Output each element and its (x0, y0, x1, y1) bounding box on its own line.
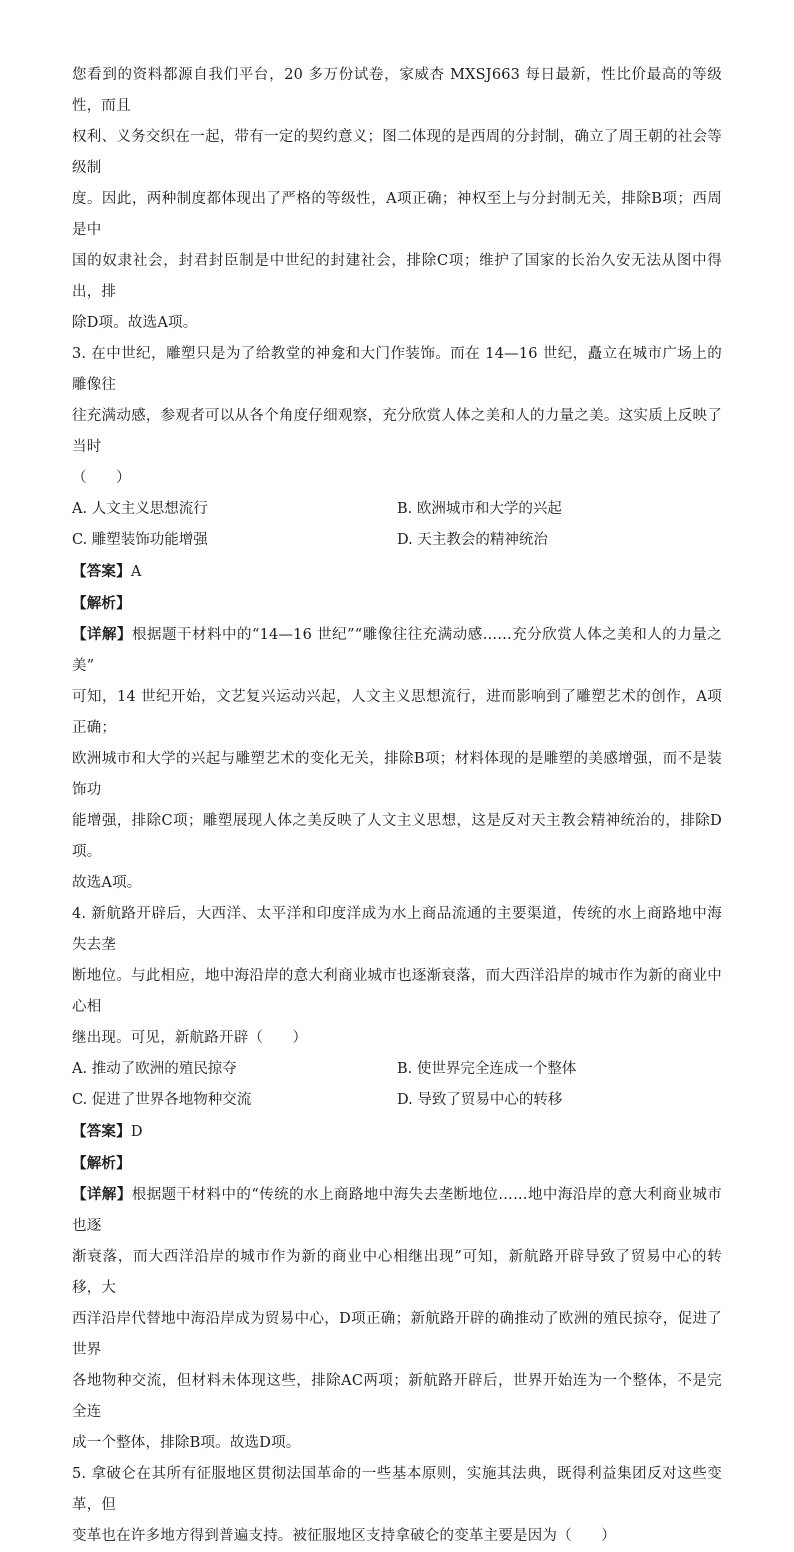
question-stem-line: 4. 新航路开辟后，大西洋、太平洋和印度洋成为水上商品流通的主要渠道，传统的水上商路地中海失去垄 (72, 906, 722, 953)
question-stem-line: 变革也在许多地方得到普遍支持。被征服地区支持拿破仑的变革主要是因为（ ） (72, 1528, 616, 1544)
text-line: 国的奴隶社会，封君封臣制是中世纪的封建社会，排除C项；维护了国家的长治久安无法从图中得出，排 (72, 253, 722, 300)
answer-line (72, 556, 722, 588)
option-a: A. 推动了欧洲的殖民掠夺 (72, 1061, 237, 1077)
detail-tag: 【详解】 (72, 626, 132, 643)
question-stem-line: 继出现。可见，新航路开辟（ ） (72, 1030, 308, 1046)
detail-line: 欧洲城市和大学的兴起与雕塑艺术的变化无关，排除B项；材料体现的是雕塑的美感增强，而不是装饰功 (72, 751, 722, 798)
question-stem-line: （ ） (72, 470, 131, 486)
detail-text: 根据题干材料中的“传统的水上商路地中海失去垄断地位……地中海沿岸的意大利商业城市也逐 (72, 1187, 722, 1234)
answer-value: A (130, 564, 142, 580)
detail-line (72, 619, 722, 682)
question-stem-line: 3. 在中世纪，雕塑只是为了给教堂的神龛和大门作装饰。而在 14—16 世纪，矗立在城市广场上的雕像往 (72, 346, 722, 393)
text-line: 您看到的资料都源自我们平台，20 多万份试卷，家威杏 MXSJ663 每日最新，性比价最高的等级性，而且 (72, 67, 722, 114)
answer-value: D (130, 1124, 143, 1140)
detail-line: 故选A项。 (72, 875, 142, 891)
option-d: D. 导致了贸易中心的转移 (397, 1092, 563, 1108)
answer-tag: 【答案】 (72, 1123, 131, 1140)
document-page (72, 60, 722, 1552)
question-stem-line: 往充满动感，参观者可以从各个角度仔细观察，充分欣赏人体之美和人的力量之美。这实质上反映了当时 (72, 408, 722, 455)
detail-text: 根据题干材料中的“14—16 世纪”“雕像往往充满动感……充分欣赏人体之美和人的力量之美” (72, 627, 722, 674)
detail-line: 可知，14 世纪开始，文艺复兴运动兴起，人文主义思想流行，进而影响到了雕塑艺术的创作，A项正确； (72, 689, 722, 736)
analysis-tag: 【解析】 (72, 1155, 131, 1172)
option-b: B. 欧洲城市和大学的兴起 (397, 501, 562, 517)
options-grid (72, 494, 722, 556)
options-grid (72, 1054, 722, 1116)
answer-line (72, 1116, 722, 1148)
option-a: A. 人文主义思想流行 (72, 501, 208, 517)
analysis-tag: 【解析】 (72, 595, 131, 612)
detail-line: 能增强，排除C项；雕塑展现人体之美反映了人文主义思想，这是反对天主教会精神统治的，排除D项。 (72, 813, 722, 860)
detail-line: 渐衰落，而大西洋沿岸的城市作为新的商业中心相继出现”可知，新航路开辟导致了贸易中心的转移，大 (72, 1249, 722, 1296)
option-b: B. 使世界完全连成一个整体 (397, 1061, 577, 1077)
text-line: 权利、义务交织在一起，带有一定的契约意义；图二体现的是西周的分封制，确立了周王朝的社会等级制 (72, 129, 722, 176)
text-line: 除D项。故选A项。 (72, 315, 198, 331)
question-3 (72, 339, 722, 899)
text-line: 度。因此，两种制度都体现出了严格的等级性，A项正确；神权至上与分封制无关，排除B项；西周是中 (72, 191, 722, 238)
question-stem-line: 断地位。与此相应，地中海沿岸的意大利商业城市也逐渐衰落，而大西洋沿岸的城市作为新的商业中心相 (72, 968, 722, 1015)
option-c: C. 促进了世界各地物种交流 (72, 1092, 252, 1108)
detail-line: 各地物种交流，但材料未体现这些，排除AC两项；新航路开辟后，世界开始连为一个整体，不是完全连 (72, 1373, 722, 1420)
option-c: C. 雕塑装饰功能增强 (72, 532, 208, 548)
option-d: D. 天主教会的精神统治 (397, 532, 548, 548)
detail-line: 西洋沿岸代替地中海沿岸成为贸易中心，D项正确；新航路开辟的确推动了欧洲的殖民掠夺，促进了世界 (72, 1311, 722, 1358)
detail-line: 成一个整体，排除B项。故选D项。 (72, 1435, 301, 1451)
intro-paragraph (72, 60, 722, 339)
question-stem-line: 5. 拿破仑在其所有征服地区贯彻法国革命的一些基本原则，实施其法典，既得利益集团反对这些变革，但 (72, 1466, 722, 1513)
question-4 (72, 899, 722, 1459)
detail-line (72, 1179, 722, 1242)
question-5 (72, 1459, 722, 1552)
answer-tag: 【答案】 (72, 563, 131, 580)
detail-tag: 【详解】 (72, 1186, 132, 1203)
